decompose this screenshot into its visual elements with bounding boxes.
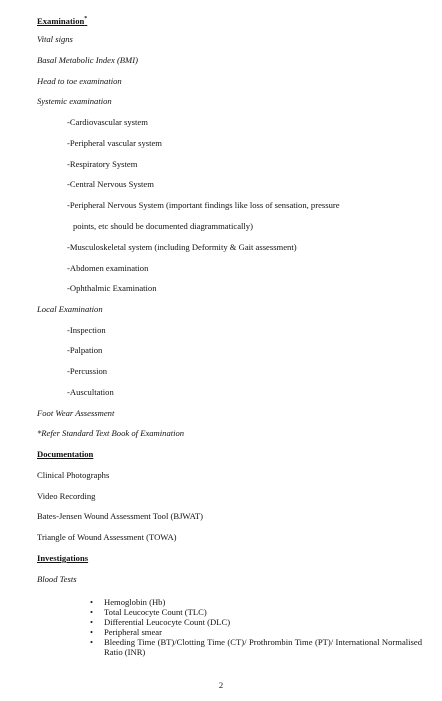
systemic-item: -Musculoskeletal system (including Deformity & Gait assessment) <box>67 242 297 252</box>
blood-tests-label: Blood Tests <box>37 574 77 584</box>
footwear-assessment-label: Foot Wear Assessment <box>37 408 115 418</box>
local-item: -Inspection <box>67 325 106 335</box>
list-item: • Bleeding Time (BT)/Clotting Time (CT)/ Prothrombin Time (PT)/ International Normalised Ratio (INR) <box>90 637 422 657</box>
systemic-item: -Ophthalmic Examination <box>67 283 157 293</box>
systemic-examination-label: Systemic examination <box>37 96 112 106</box>
systemic-item: -Respiratory System <box>67 159 138 169</box>
systemic-item: -Abdomen examination <box>67 263 149 273</box>
bullet-icon: • <box>90 617 94 627</box>
vital-signs-label: Vital signs <box>37 34 73 44</box>
local-item: -Auscultation <box>67 387 114 397</box>
bmi-label: Basal Metabolic Index (BMI) <box>37 55 138 65</box>
refer-note: *Refer Standard Text Book of Examination <box>37 428 185 438</box>
documentation-item: Clinical Photographs <box>37 470 110 480</box>
documentation-item: Bates-Jensen Wound Assessment Tool (BJWAT) <box>37 511 203 521</box>
systemic-item: -Peripheral Nervous System (important findings like loss of sensation, pressure <box>67 200 340 210</box>
documentation-item: Video Recording <box>37 491 96 501</box>
list-item: • Peripheral smear <box>90 627 162 637</box>
investigations-heading: Investigations <box>37 553 89 563</box>
systemic-item: -Cardiovascular system <box>67 117 148 127</box>
blood-tests-list <box>90 597 424 657</box>
systemic-item: -Central Nervous System <box>67 179 154 189</box>
local-item: -Palpation <box>67 345 103 355</box>
documentation-item: Triangle of Wound Assessment (TOWA) <box>37 532 177 542</box>
list-item: • Differential Leucocyte Count (DLC) <box>90 617 231 627</box>
examination-heading: Examination* <box>37 15 88 26</box>
bullet-icon: • <box>90 637 94 647</box>
local-item: -Percussion <box>67 366 108 376</box>
local-examination-label: Local Examination <box>37 304 103 314</box>
bullet-icon: • <box>90 597 94 607</box>
bullet-icon: • <box>90 627 94 637</box>
footnote-mark: * <box>84 16 88 22</box>
head-to-toe-label: Head to toe examination <box>37 76 122 86</box>
bullet-icon: • <box>90 607 94 617</box>
systemic-item-continuation: points, etc should be documented diagrammatically) <box>73 221 253 231</box>
documentation-heading: Documentation <box>37 449 94 459</box>
systemic-item: -Peripheral vascular system <box>67 138 162 148</box>
list-item: • Hemoglobin (Hb) <box>90 597 166 607</box>
list-item: • Total Leucocyte Count (TLC) <box>90 607 207 617</box>
page-number: 2 <box>218 680 224 690</box>
